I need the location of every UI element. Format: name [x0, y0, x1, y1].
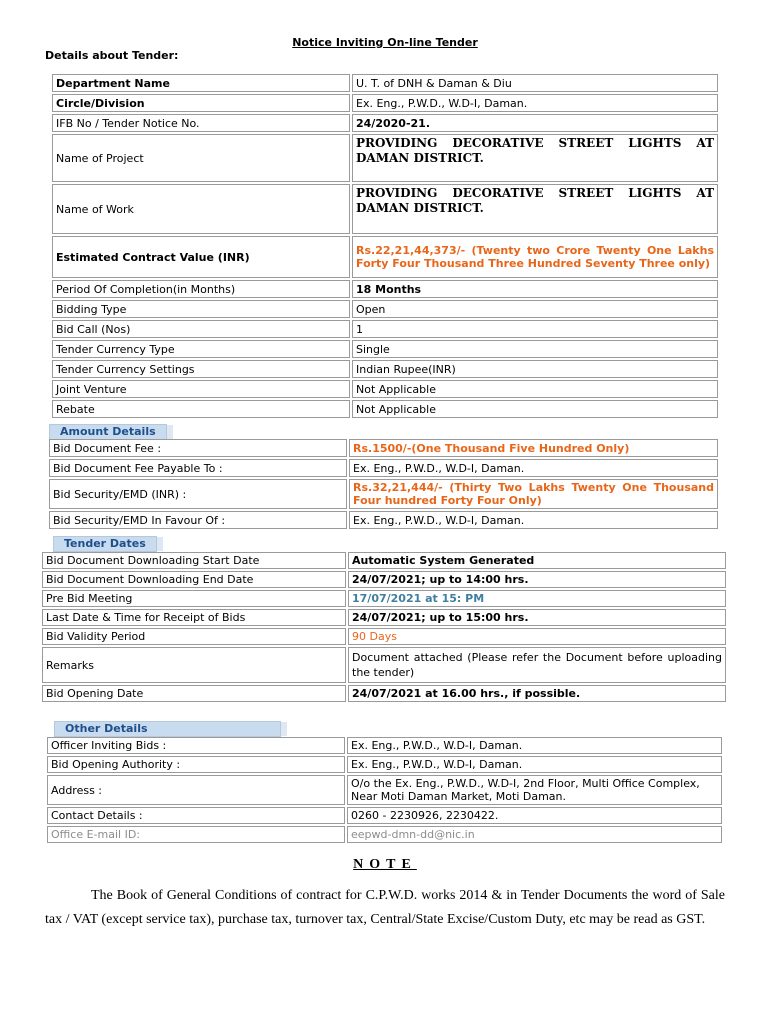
bid-opening-date-value: 24/07/2021 at 16.00 hrs., if possible. — [348, 685, 726, 702]
bid-security-favour-value: Ex. Eng., P.W.D., W.D-I, Daman. — [349, 511, 718, 529]
office-email-value[interactable]: eepwd-dmn-dd@nic.in — [347, 826, 722, 843]
table-row — [49, 479, 718, 509]
table-row — [47, 826, 722, 843]
table-row — [42, 647, 726, 683]
bid-validity-label: Bid Validity Period — [42, 628, 346, 645]
pre-bid-meeting-value: 17/07/2021 at 15: PM — [348, 590, 726, 607]
period-of-completion-value: 18 Months — [352, 280, 718, 298]
download-end-date-value: 24/07/2021; up to 14:00 hrs. — [348, 571, 726, 588]
address-label: Address : — [47, 775, 345, 805]
table-row — [47, 737, 722, 754]
table-row — [42, 571, 726, 588]
address-value: O/o the Ex. Eng., P.W.D., W.D-I, 2nd Floor, Multi Office Complex, Near Moti Daman Market, Moti Daman. — [347, 775, 722, 805]
table-row — [42, 552, 726, 569]
name-of-work-label: Name of Work — [52, 184, 350, 234]
tender-dates-heading: Tender Dates — [53, 536, 157, 552]
tender-dates-table — [40, 550, 728, 704]
bid-document-fee-payable-value: Ex. Eng., P.W.D., W.D-I, Daman. — [349, 459, 718, 477]
estimated-contract-value-label: Estimated Contract Value (INR) — [52, 236, 350, 278]
tender-details-table — [50, 72, 720, 420]
bidding-type-value: Open — [352, 300, 718, 318]
table-row — [47, 756, 722, 773]
bidding-type-label: Bidding Type — [52, 300, 350, 318]
bid-opening-authority-label: Bid Opening Authority : — [47, 756, 345, 773]
table-row — [52, 94, 718, 112]
pre-bid-meeting-label: Pre Bid Meeting — [42, 590, 346, 607]
table-row — [52, 134, 718, 182]
joint-venture-label: Joint Venture — [52, 380, 350, 398]
table-row — [52, 340, 718, 358]
bid-call-value: 1 — [352, 320, 718, 338]
other-details-heading: Other Details — [54, 721, 281, 737]
contact-details-value: 0260 - 2230926, 2230422. — [347, 807, 722, 824]
name-of-project-value: PROVIDING DECORATIVE STREET LIGHTS AT DAMAN DISTRICT. — [352, 134, 718, 182]
office-email-label: Office E-mail ID: — [47, 826, 345, 843]
tender-currency-settings-label: Tender Currency Settings — [52, 360, 350, 378]
table-row — [52, 300, 718, 318]
estimated-contract-value: Rs.22,21,44,373/- (Twenty two Crore Twenty One Lakhs Forty Four Thousand Three Hundred Seventy Three only) — [352, 236, 718, 278]
bid-document-fee-value: Rs.1500/-(One Thousand Five Hundred Only) — [349, 439, 718, 457]
bid-opening-authority-value: Ex. Eng., P.W.D., W.D-I, Daman. — [347, 756, 722, 773]
bid-security-emd-value: Rs.32,21,444/- (Thirty Two Lakhs Twenty One Thousand Four hundred Forty Four Only) — [349, 479, 718, 509]
ifb-no-value: 24/2020-21. — [352, 114, 718, 132]
rebate-label: Rebate — [52, 400, 350, 418]
other-details-table — [45, 735, 724, 845]
ifb-no-label: IFB No / Tender Notice No. — [52, 114, 350, 132]
remarks-label: Remarks — [42, 647, 346, 683]
table-row — [42, 590, 726, 607]
table-row — [49, 459, 718, 477]
note-title: NOTE — [353, 857, 417, 872]
table-row — [42, 609, 726, 626]
table-row — [52, 400, 718, 418]
bid-call-label: Bid Call (Nos) — [52, 320, 350, 338]
table-row — [47, 807, 722, 824]
table-row — [52, 114, 718, 132]
rebate-value: Not Applicable — [352, 400, 718, 418]
bid-security-favour-label: Bid Security/EMD In Favour Of : — [49, 511, 347, 529]
table-row — [52, 360, 718, 378]
amount-details-heading: Amount Details — [49, 424, 167, 440]
table-row — [52, 320, 718, 338]
table-row — [47, 775, 722, 805]
amount-details-table — [47, 437, 720, 531]
joint-venture-value: Not Applicable — [352, 380, 718, 398]
table-row — [52, 184, 718, 234]
page-title: Notice Inviting On-line Tender — [292, 36, 478, 49]
name-of-work-value: PROVIDING DECORATIVE STREET LIGHTS AT DAMAN DISTRICT. — [352, 184, 718, 234]
tender-currency-type-label: Tender Currency Type — [52, 340, 350, 358]
table-row — [52, 74, 718, 92]
table-row — [49, 439, 718, 457]
bid-opening-date-label: Bid Opening Date — [42, 685, 346, 702]
download-end-date-label: Bid Document Downloading End Date — [42, 571, 346, 588]
officer-inviting-bids-value: Ex. Eng., P.W.D., W.D-I, Daman. — [347, 737, 722, 754]
name-of-project-label: Name of Project — [52, 134, 350, 182]
table-row — [42, 628, 726, 645]
circle-division-label: Circle/Division — [52, 94, 350, 112]
tender-details-subtitle: Details about Tender: — [45, 49, 179, 62]
tender-currency-type-value: Single — [352, 340, 718, 358]
period-of-completion-label: Period Of Completion(in Months) — [52, 280, 350, 298]
download-start-date-value: Automatic System Generated — [348, 552, 726, 569]
bid-document-fee-payable-label: Bid Document Fee Payable To : — [49, 459, 347, 477]
bid-document-fee-label: Bid Document Fee : — [49, 439, 347, 457]
bid-security-emd-label: Bid Security/EMD (INR) : — [49, 479, 347, 509]
remarks-value: Document attached (Please refer the Document before uploading the tender) — [348, 647, 726, 683]
last-date-receipt-label: Last Date & Time for Receipt of Bids — [42, 609, 346, 626]
officer-inviting-bids-label: Officer Inviting Bids : — [47, 737, 345, 754]
table-row — [52, 380, 718, 398]
department-name-label: Department Name — [52, 74, 350, 92]
contact-details-label: Contact Details : — [47, 807, 345, 824]
table-row — [52, 280, 718, 298]
tender-currency-settings-value: Indian Rupee(INR) — [352, 360, 718, 378]
table-row — [49, 511, 718, 529]
last-date-receipt-value: 24/07/2021; up to 15:00 hrs. — [348, 609, 726, 626]
department-name-value: U. T. of DNH & Daman & Diu — [352, 74, 718, 92]
note-body: The Book of General Conditions of contract for C.P.W.D. works 2014 & in Tender Documents the word of Sale tax / VAT (except service tax), purchase tax, turnover tax, Central/State Excise/Custom Duty, etc may be read as GST. — [45, 888, 725, 927]
circle-division-value: Ex. Eng., P.W.D., W.D-I, Daman. — [352, 94, 718, 112]
download-start-date-label: Bid Document Downloading Start Date — [42, 552, 346, 569]
table-row — [52, 236, 718, 278]
table-row — [42, 685, 726, 702]
bid-validity-value: 90 Days — [348, 628, 726, 645]
